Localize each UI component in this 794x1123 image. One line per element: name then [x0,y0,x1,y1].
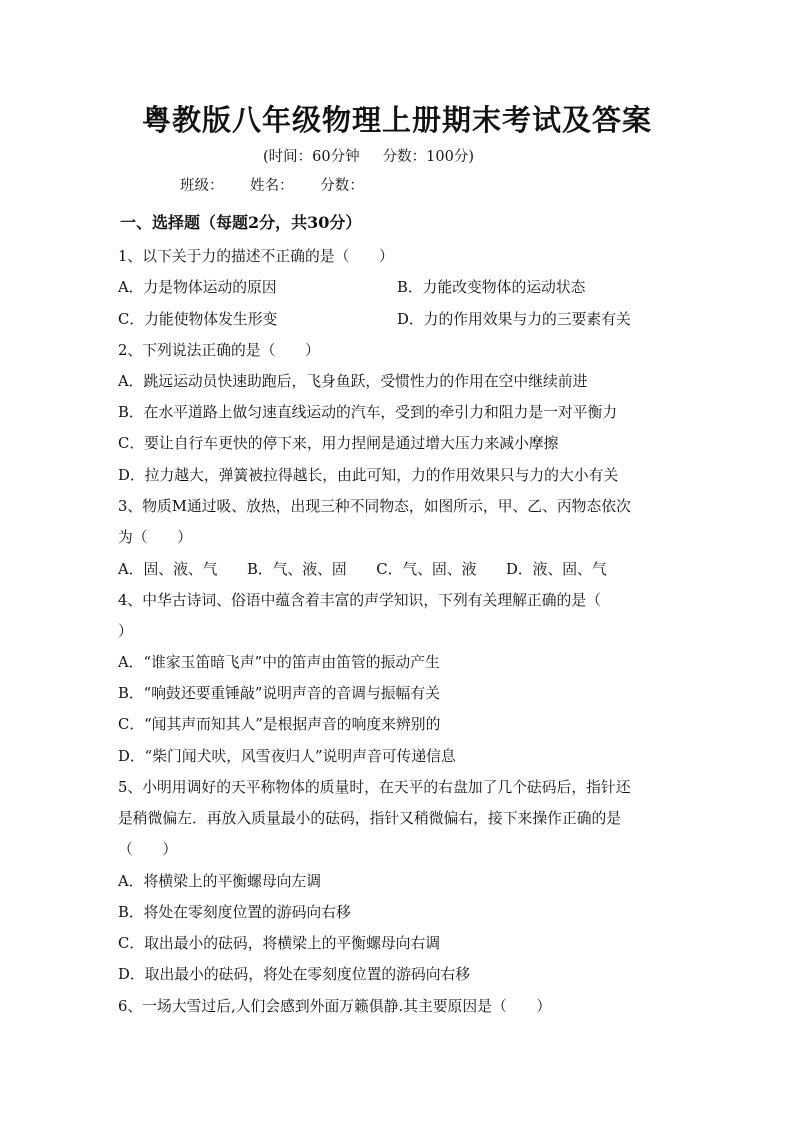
question-1-option-b: B．力能改变物体的运动状态 [397,279,586,296]
question-5-option-a: A．将横梁上的平衡螺母向左调 [118,873,322,890]
question-4-option-c: C．“闻其声而知其人”是根据声音的响度来辨别的 [118,716,441,733]
question-5-stem-cont: 是稍微偏左．再放入质量最小的砝码，指针又稍微偏右，接下来操作正确的是 [118,810,622,827]
question-3-stem: 3、物质M通过吸、放热，出现三种不同物态，如图所示，甲、乙、丙物态依次 [118,498,631,515]
question-5-stem-end: （ ） [118,841,178,858]
page-title: 粤教版八年级物理上册期末考试及答案 [141,103,652,137]
question-6-stem: 6、一场大雪过后,人们会感到外面万籁俱静.其主要原因是（ ） [118,998,552,1015]
time-limit: (时间：60分钟 [263,149,360,165]
question-3-options: A．固、液、气 B．气、液、固 C．气、固、液 D．液、固、气 [118,561,607,578]
question-4-option-a: A．“谁家玉笛暗飞声”中的笛声由笛管的振动产生 [118,654,440,671]
question-2-option-c: C．要让自行车更快的停下来，用力捏闸是通过增大压力来减小摩擦 [118,435,559,452]
question-5-option-c: C．取出最小的砝码，将横梁上的平衡螺母向右调 [118,935,441,952]
question-5-option-d: D．取出最小的砝码，将处在零刻度位置的游码向右移 [118,966,471,983]
question-4-stem-cont: ） [118,623,133,640]
question-4-stem: 4、中华古诗词、俗语中蕴含着丰富的声学知识，下列有关理解正确的是（ [118,592,601,609]
question-5-option-b: B．将处在零刻度位置的游码向右移 [118,904,351,921]
student-info [180,174,386,195]
question-4-option-b: B．“响鼓还要重锤敲”说明声音的音调与振幅有关 [118,685,440,702]
section-title: 一、选择题（每题2分，共30分） [120,213,362,232]
name-label: 姓名： [250,178,294,194]
question-2-option-d: D．拉力越大，弹簧被拉得越长，由此可知，力的作用效果只与力的大小有关 [118,467,619,484]
question-1-stem: 1、以下关于力的描述不正确的是（ ） [118,248,394,265]
question-1-option-a: A．力是物体运动的原因 [118,279,277,296]
question-4-option-d: D．“柴门闻犬吠，风雪夜归人”说明声音可传递信息 [118,748,456,765]
question-1-option-d: D．力的作用效果与力的三要素有关 [397,311,631,328]
total-score: 分数：100分) [382,149,474,165]
class-label: 班级： [180,178,224,194]
question-5-stem: 5、小明用调好的天平称物体的质量时，在天平的右盘加了几个砝码后，指针还 [118,779,631,796]
question-1-option-c: C．力能使物体发生形变 [118,311,278,328]
score-label: 分数： [320,178,364,194]
question-2-option-a: A．跳远运动员快速助跑后，飞身鱼跃，受惯性力的作用在空中继续前进 [118,373,588,390]
question-2-stem: 2、下列说法正确的是（ ） [118,342,320,359]
exam-meta [263,145,474,166]
question-2-option-b: B．在水平道路上做匀速直线运动的汽车，受到的牵引力和阻力是一对平衡力 [118,404,618,421]
question-3-stem-cont: 为（ ） [118,529,192,546]
